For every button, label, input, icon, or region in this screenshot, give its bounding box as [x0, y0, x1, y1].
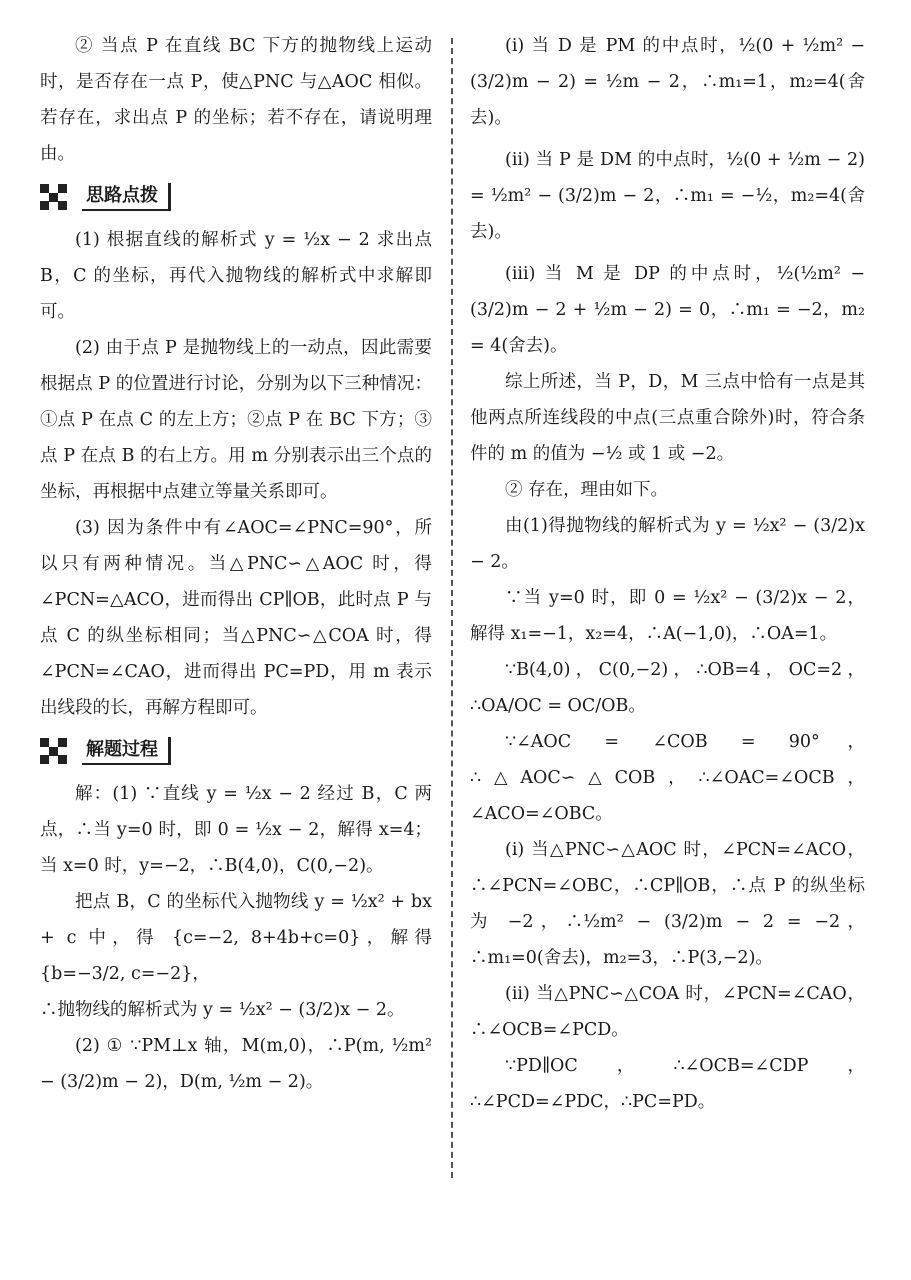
- solution-paragraph: (iii) 当 M 是 DP 的中点时，½(½m² − (3/2)m − 2 + ½m − 2) = 0，∴m₁ = −2，m₂ = 4(舍去)。: [470, 264, 865, 356]
- solution-paragraph: 解：(1) ∵直线 y = ½x − 2 经过 B，C 两点，∴当 y=0 时，即 0 = ½x − 2，解得 x=4；当 x=0 时，y=−2，∴B(4,0)，C(0,−2)。: [40, 784, 432, 876]
- column-divider: [451, 38, 453, 1178]
- hint-paragraph: (3) 因为条件中有∠AOC=∠PNC=90°，所以只有两种情况。当△PNC∽△AOC 时，得∠PCN=△ACO，进而得出 CP∥OB，此时点 P 与点 C 的纵坐标相同；当△PNC∽△COA 时，得∠PCN=∠CAO，进而得出 PC=PD，用 m 表示出线段的长，再解方程即可。: [40, 518, 432, 718]
- solution-paragraph: (i) 当 D 是 PM 的中点时，½(0 + ½m² − (3/2)m − 2) = ½m − 2，∴m₁=1，m₂=4(舍去)。: [470, 36, 865, 128]
- solution-paragraph: ∵PD∥OC，∴∠OCB=∠CDP，∴∠PCD=∠PDC，∴PC=PD。: [470, 1056, 865, 1112]
- hint-paragraph: (1) 根据直线的解析式 y = ½x − 2 求出点 B，C 的坐标，再代入抛物线的解析式中求解即可。: [40, 230, 432, 322]
- solution-paragraph: ∵B(4,0)，C(0,−2)，∴OB=4，OC=2，∴OA/OC = OC/OB。: [470, 660, 865, 716]
- solution-paragraph: 把点 B，C 的坐标代入抛物线 y = ½x² + bx + c 中，得 {c=−2, 8+4b+c=0}，解得 {b=−3/2, c=−2}，: [40, 892, 432, 984]
- solution-paragraph: ∵∠AOC = ∠COB = 90°，∴△AOC∽△COB，∴∠OAC=∠OCB，∠ACO=∠OBC。: [470, 732, 865, 824]
- left-column: [40, 28, 432, 1100]
- checker-icon: [40, 738, 72, 764]
- checker-icon: [40, 184, 72, 210]
- solution-paragraph: (ii) 当 P 是 DM 的中点时，½(0 + ½m − 2) = ½m² − (3/2)m − 2，∴m₁ = −½，m₂=4(舍去)。: [470, 150, 865, 242]
- heading-label: 解题过程: [82, 737, 171, 765]
- solution-paragraph: (2) ① ∵PM⊥x 轴，M(m,0)，∴P(m, ½m² − (3/2)m − 2)，D(m, ½m − 2)。: [40, 1036, 432, 1092]
- hint-paragraph: (2) 由于点 P 是抛物线上的一动点，因此需要根据点 P 的位置进行讨论，分别为以下三种情况：①点 P 在点 C 的左上方；②点 P 在 BC 下方；③点 P 在点 B 的右上方。用 m 分别表示出三个点的坐标，再根据中点建立等量关系即可。: [40, 338, 432, 502]
- solution-paragraph: 由(1)得抛物线的解析式为 y = ½x² − (3/2)x − 2。: [470, 516, 865, 572]
- question-text: ② 当点 P 在直线 BC 下方的抛物线上运动时，是否存在一点 P，使△PNC 与△AOC 相似。若存在，求出点 P 的坐标；若不存在，请说明理由。: [40, 36, 432, 164]
- solution-paragraph: ② 存在，理由如下。: [505, 480, 669, 500]
- section-heading-solution: [40, 734, 432, 768]
- solution-paragraph: (i) 当△PNC∽△AOC 时，∠PCN=∠ACO，∴∠PCN=∠OBC，∴CP∥OB，∴点 P 的纵坐标为 −2，∴½m² − (3/2)m − 2 = −2，∴m₁=0(舍去)，m₂=3，∴P(3,−2)。: [470, 840, 865, 968]
- solution-paragraph: ∵当 y=0 时，即 0 = ½x² − (3/2)x − 2，解得 x₁=−1，x₂=4，∴A(−1,0)，∴OA=1。: [470, 588, 865, 644]
- conclusion-paragraph: 综上所述，当 P，D，M 三点中恰有一点是其他两点所连线段的中点(三点重合除外)时，符合条件的 m 的值为 −½ 或 1 或 −2。: [470, 372, 865, 464]
- heading-label: 思路点拨: [82, 183, 171, 211]
- section-heading-hints: [40, 180, 432, 214]
- solution-paragraph: (ii) 当△PNC∽△COA 时，∠PCN=∠CAO，∴∠OCB=∠PCD。: [470, 984, 865, 1040]
- solution-paragraph: ∴抛物线的解析式为 y = ½x² − (3/2)x − 2。: [40, 1000, 405, 1020]
- right-column: [470, 28, 865, 1120]
